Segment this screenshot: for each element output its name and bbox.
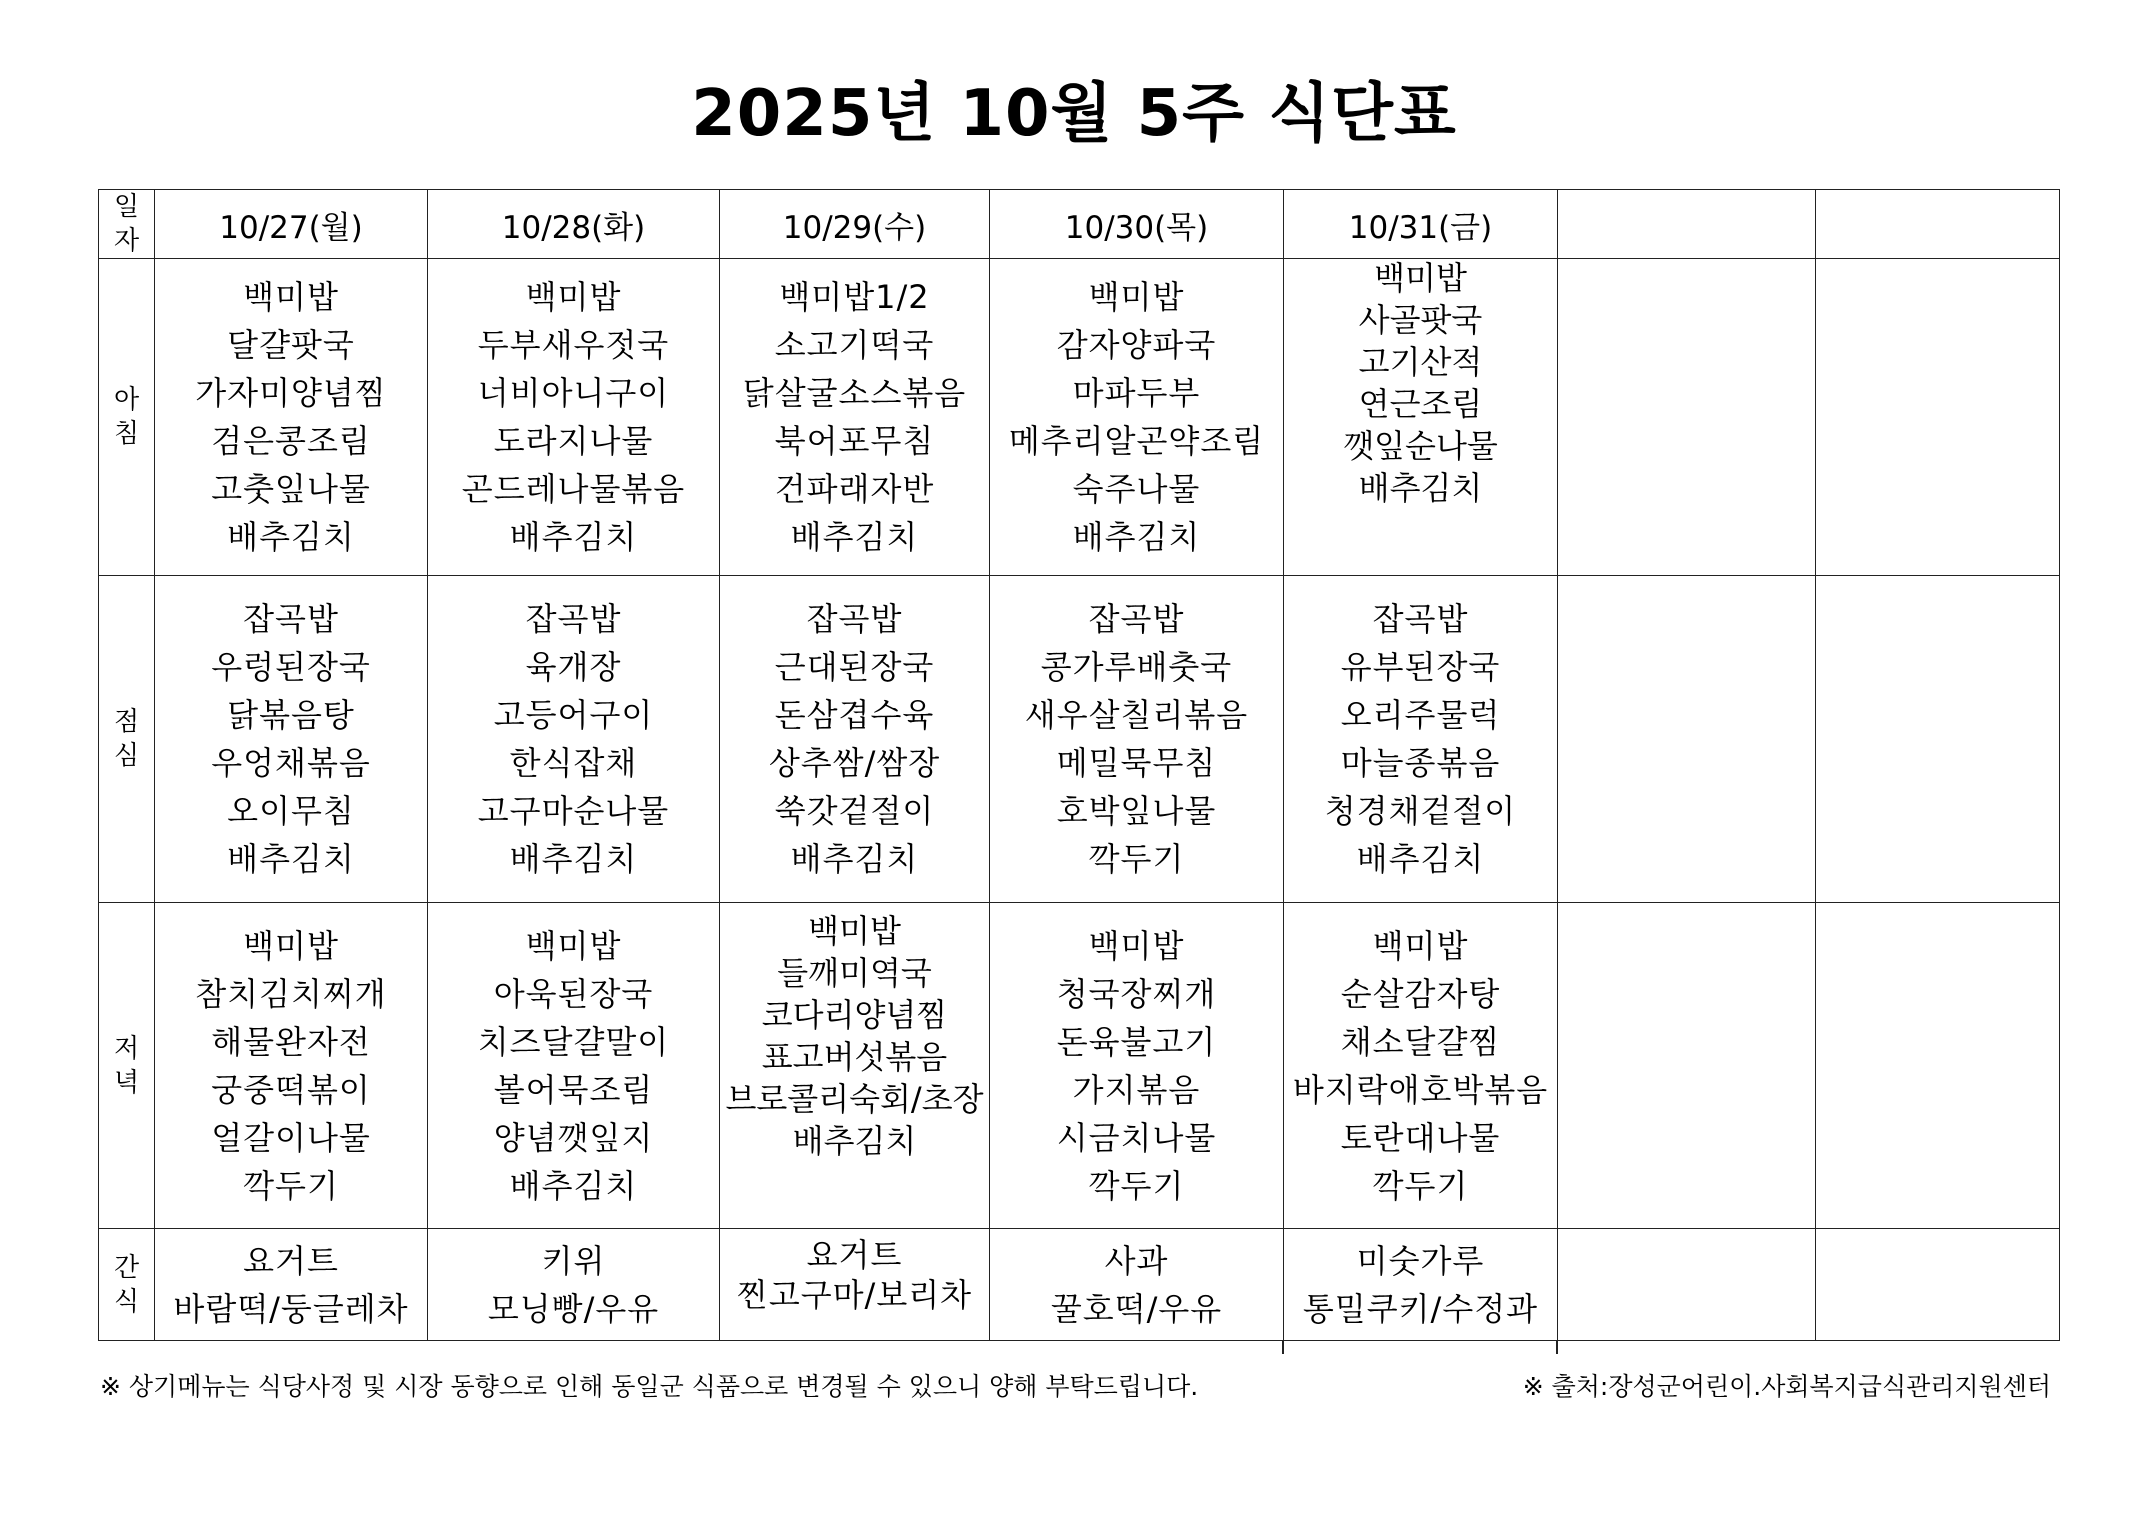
- menu-item: 깍두기: [243, 1166, 339, 1205]
- menu-item: 메밀묵무침: [1056, 744, 1217, 782]
- menu-item: 바지락애호박볶음: [1292, 1070, 1549, 1109]
- meal-cell: [1558, 903, 1816, 1229]
- menu-item: 고춧잎나물: [211, 470, 371, 508]
- menu-item: 요거트: [806, 1235, 903, 1274]
- menu-item: 배추김치: [509, 518, 638, 556]
- meal-row-label: 간 식: [99, 1229, 155, 1341]
- menu-item: 고구마순나물: [477, 792, 670, 830]
- menu-item: 배추김치: [509, 840, 638, 878]
- menu-item: 닭볶음탕: [227, 696, 355, 734]
- meal-row-label: 점 심: [99, 576, 155, 903]
- menu-item: 메추리알곤약조림: [1008, 422, 1265, 460]
- menu-item: 궁중떡볶이: [211, 1070, 371, 1109]
- snack-cell: [1284, 1229, 1558, 1341]
- menu-item: 잡곡밥: [1372, 600, 1469, 638]
- menu-item: 소고기떡국: [774, 326, 935, 364]
- menu-item: 사과: [1104, 1241, 1169, 1280]
- menu-item: 새우살칠리볶음: [1024, 696, 1249, 734]
- menu-item: 요거트: [243, 1241, 339, 1280]
- menu-item: 키위: [541, 1241, 606, 1280]
- menu-item: 오리주물럭: [1340, 696, 1501, 734]
- menu-item: 배추김치: [227, 518, 355, 556]
- menu-item: 깍두기: [1088, 840, 1185, 878]
- snack-cell: [720, 1229, 990, 1341]
- menu-item: 건파래자반: [774, 470, 935, 508]
- meal-cell: [1284, 903, 1558, 1229]
- menu-item: 배추김치: [227, 840, 355, 878]
- menu-item: 닭살굴소스볶음: [742, 374, 967, 412]
- date-row-label: 일 자: [99, 190, 155, 259]
- meal-row-dinner: [99, 903, 2060, 1229]
- menu-item: 표고버섯볶음: [761, 1037, 948, 1076]
- menu-item: 숙주나물: [1072, 470, 1201, 508]
- menu-item: 검은콩조림: [211, 422, 371, 460]
- menu-change-note: ※ 상기메뉴는 식당사정 및 시장 동향으로 인해 동일군 식품으로 변경될 수 있으니 양해 부탁드립니다.: [100, 1372, 1199, 1401]
- menu-item: 상추쌈/쌈장: [768, 744, 941, 782]
- meal-cell: [720, 903, 990, 1229]
- menu-item: 우엉채볶음: [211, 744, 371, 782]
- menu-item: 사골팟국: [1358, 301, 1483, 339]
- menu-item: 도라지나물: [493, 422, 654, 460]
- source-note: ※ 출처:장성군어린이.사회복지급식관리지원센터: [1522, 1372, 2051, 1401]
- menu-item: 잡곡밥: [1088, 600, 1185, 638]
- menu-item: 두부새우젓국: [477, 326, 670, 364]
- meal-cell: [155, 259, 428, 576]
- menu-item: 백미밥: [243, 278, 339, 316]
- menu-item: 유부된장국: [1340, 648, 1501, 686]
- snack-cell: [990, 1229, 1284, 1341]
- meal-cell: [428, 259, 720, 576]
- menu-item: 백미밥: [1374, 259, 1467, 297]
- menu-item: 연근조림: [1358, 385, 1483, 423]
- menu-item: 콩가루배춧국: [1040, 648, 1233, 686]
- date-header-row: [99, 190, 2060, 259]
- meal-row-snack: [99, 1229, 2060, 1341]
- meal-cell: [155, 576, 428, 903]
- menu-item: 배추김치: [790, 840, 919, 878]
- snack-cell: [155, 1229, 428, 1341]
- menu-item: 백미밥: [808, 911, 901, 950]
- menu-item: 백미밥: [525, 278, 622, 316]
- menu-item: 배추김치: [1358, 469, 1483, 507]
- menu-item: 배추김치: [1072, 518, 1201, 556]
- menu-item: 고기산적: [1358, 343, 1483, 381]
- menu-item: 해물완자전: [211, 1022, 371, 1061]
- page-title: 2025년 10월 5주 식단표: [691, 77, 1457, 151]
- menu-item: 청국장찌개: [1056, 974, 1217, 1013]
- meal-cell: [1284, 576, 1558, 903]
- meal-row-breakfast: [99, 259, 2060, 576]
- meal-cell: [1558, 259, 1816, 576]
- menu-item: 참치김치찌개: [195, 974, 387, 1013]
- menu-item: 쑥갓겉절이: [774, 792, 935, 830]
- menu-item: 곤드레나물볶음: [461, 470, 686, 508]
- meal-cell: [1816, 903, 2060, 1229]
- menu-item: 찐고구마/보리차: [736, 1275, 973, 1314]
- menu-item: 백미밥: [525, 926, 622, 965]
- table-tick: [1556, 1340, 1558, 1354]
- table-tick: [1282, 1340, 1284, 1354]
- menu-item: 우렁된장국: [211, 648, 371, 686]
- meal-cell: [1816, 576, 2060, 903]
- meal-cell: [990, 259, 1284, 576]
- menu-item: 청경채겉절이: [1324, 792, 1517, 830]
- menu-item: 근대된장국: [774, 648, 935, 686]
- menu-item: 고등어구이: [493, 696, 654, 734]
- meal-cell: [1284, 259, 1558, 576]
- menu-item: 잡곡밥: [525, 600, 622, 638]
- meal-cell: [155, 903, 428, 1229]
- meal-cell: [990, 903, 1284, 1229]
- menu-item: 백미밥: [1088, 278, 1185, 316]
- date-cell: [1816, 190, 2060, 259]
- date-cell: [1558, 190, 1816, 259]
- menu-item: 시금치나물: [1056, 1118, 1217, 1157]
- menu-item: 잡곡밥: [243, 600, 339, 638]
- menu-item: 통밀쿠키/수정과: [1302, 1289, 1539, 1328]
- menu-item: 모닝빵/우유: [487, 1289, 660, 1328]
- menu-item: 볼어묵조림: [493, 1070, 654, 1109]
- menu-item: 백미밥: [1372, 926, 1469, 965]
- menu-item: 미숫가루: [1356, 1241, 1485, 1280]
- menu-item: 배추김치: [509, 1166, 638, 1205]
- date-cell: 10/30(목): [990, 190, 1284, 259]
- snack-cell: [428, 1229, 720, 1341]
- menu-item: 꿀호떡/우유: [1050, 1289, 1223, 1328]
- date-cell: 10/27(월): [155, 190, 428, 259]
- menu-item: 코다리양념찜: [761, 995, 948, 1034]
- snack-cell: [1816, 1229, 2060, 1341]
- menu-item: 가자미양념찜: [195, 374, 387, 412]
- menu-item: 순살감자탕: [1340, 974, 1501, 1013]
- menu-item: 채소달걀찜: [1340, 1022, 1501, 1061]
- menu-item: 백미밥: [243, 926, 339, 965]
- meal-cell: [1816, 259, 2060, 576]
- menu-item: 한식잡채: [509, 744, 638, 782]
- menu-item: 배추김치: [1356, 840, 1485, 878]
- menu-item: 달걀팟국: [227, 326, 355, 364]
- date-cell: 10/31(금): [1284, 190, 1558, 259]
- menu-item: 백미밥1/2: [779, 278, 930, 316]
- date-cell: 10/28(화): [428, 190, 720, 259]
- meal-cell: [720, 576, 990, 903]
- menu-item: 바람떡/둥글레차: [173, 1289, 409, 1328]
- menu-item: 깍두기: [1088, 1166, 1185, 1205]
- menu-item: 마파두부: [1072, 374, 1201, 412]
- menu-item: 육개장: [525, 648, 622, 686]
- menu-item: 아욱된장국: [493, 974, 654, 1013]
- menu-item: 호박잎나물: [1056, 792, 1217, 830]
- meal-row-label: 아 침: [99, 259, 155, 576]
- menu-item: 돈육불고기: [1056, 1022, 1217, 1061]
- menu-item: 깍두기: [1372, 1166, 1469, 1205]
- meal-cell: [720, 259, 990, 576]
- menu-item: 깻잎순나물: [1343, 427, 1498, 465]
- meal-cell: [990, 576, 1284, 903]
- menu-item: 양념깻잎지: [493, 1118, 654, 1157]
- meal-cell: [1558, 576, 1816, 903]
- menu-item: 감자양파국: [1056, 326, 1217, 364]
- meal-row-lunch: [99, 576, 2060, 903]
- menu-item: 북어포무침: [774, 422, 935, 460]
- menu-item: 가지볶음: [1072, 1070, 1201, 1109]
- snack-cell: [1558, 1229, 1816, 1341]
- menu-item: 잡곡밥: [806, 600, 903, 638]
- menu-item: 백미밥: [1088, 926, 1185, 965]
- meal-cell: [428, 576, 720, 903]
- menu-item: 오이무침: [227, 792, 355, 830]
- menu-item: 치즈달걀말이: [477, 1022, 670, 1061]
- menu-item: 토란대나물: [1340, 1118, 1501, 1157]
- menu-item: 돈삼겹수육: [774, 696, 935, 734]
- menu-item: 마늘종볶음: [1340, 744, 1501, 782]
- meal-row-label: 저 녁: [99, 903, 155, 1229]
- menu-item: 브로콜리숙회/초장: [725, 1079, 984, 1118]
- menu-item: 들깨미역국: [777, 953, 932, 992]
- date-cell: 10/29(수): [720, 190, 990, 259]
- meal-plan-table: [98, 189, 2060, 1341]
- menu-item: 배추김치: [790, 518, 919, 556]
- menu-item: 너비아니구이: [477, 374, 670, 412]
- meal-cell: [428, 903, 720, 1229]
- menu-item: 배추김치: [792, 1121, 917, 1160]
- menu-item: 얼갈이나물: [211, 1118, 371, 1157]
